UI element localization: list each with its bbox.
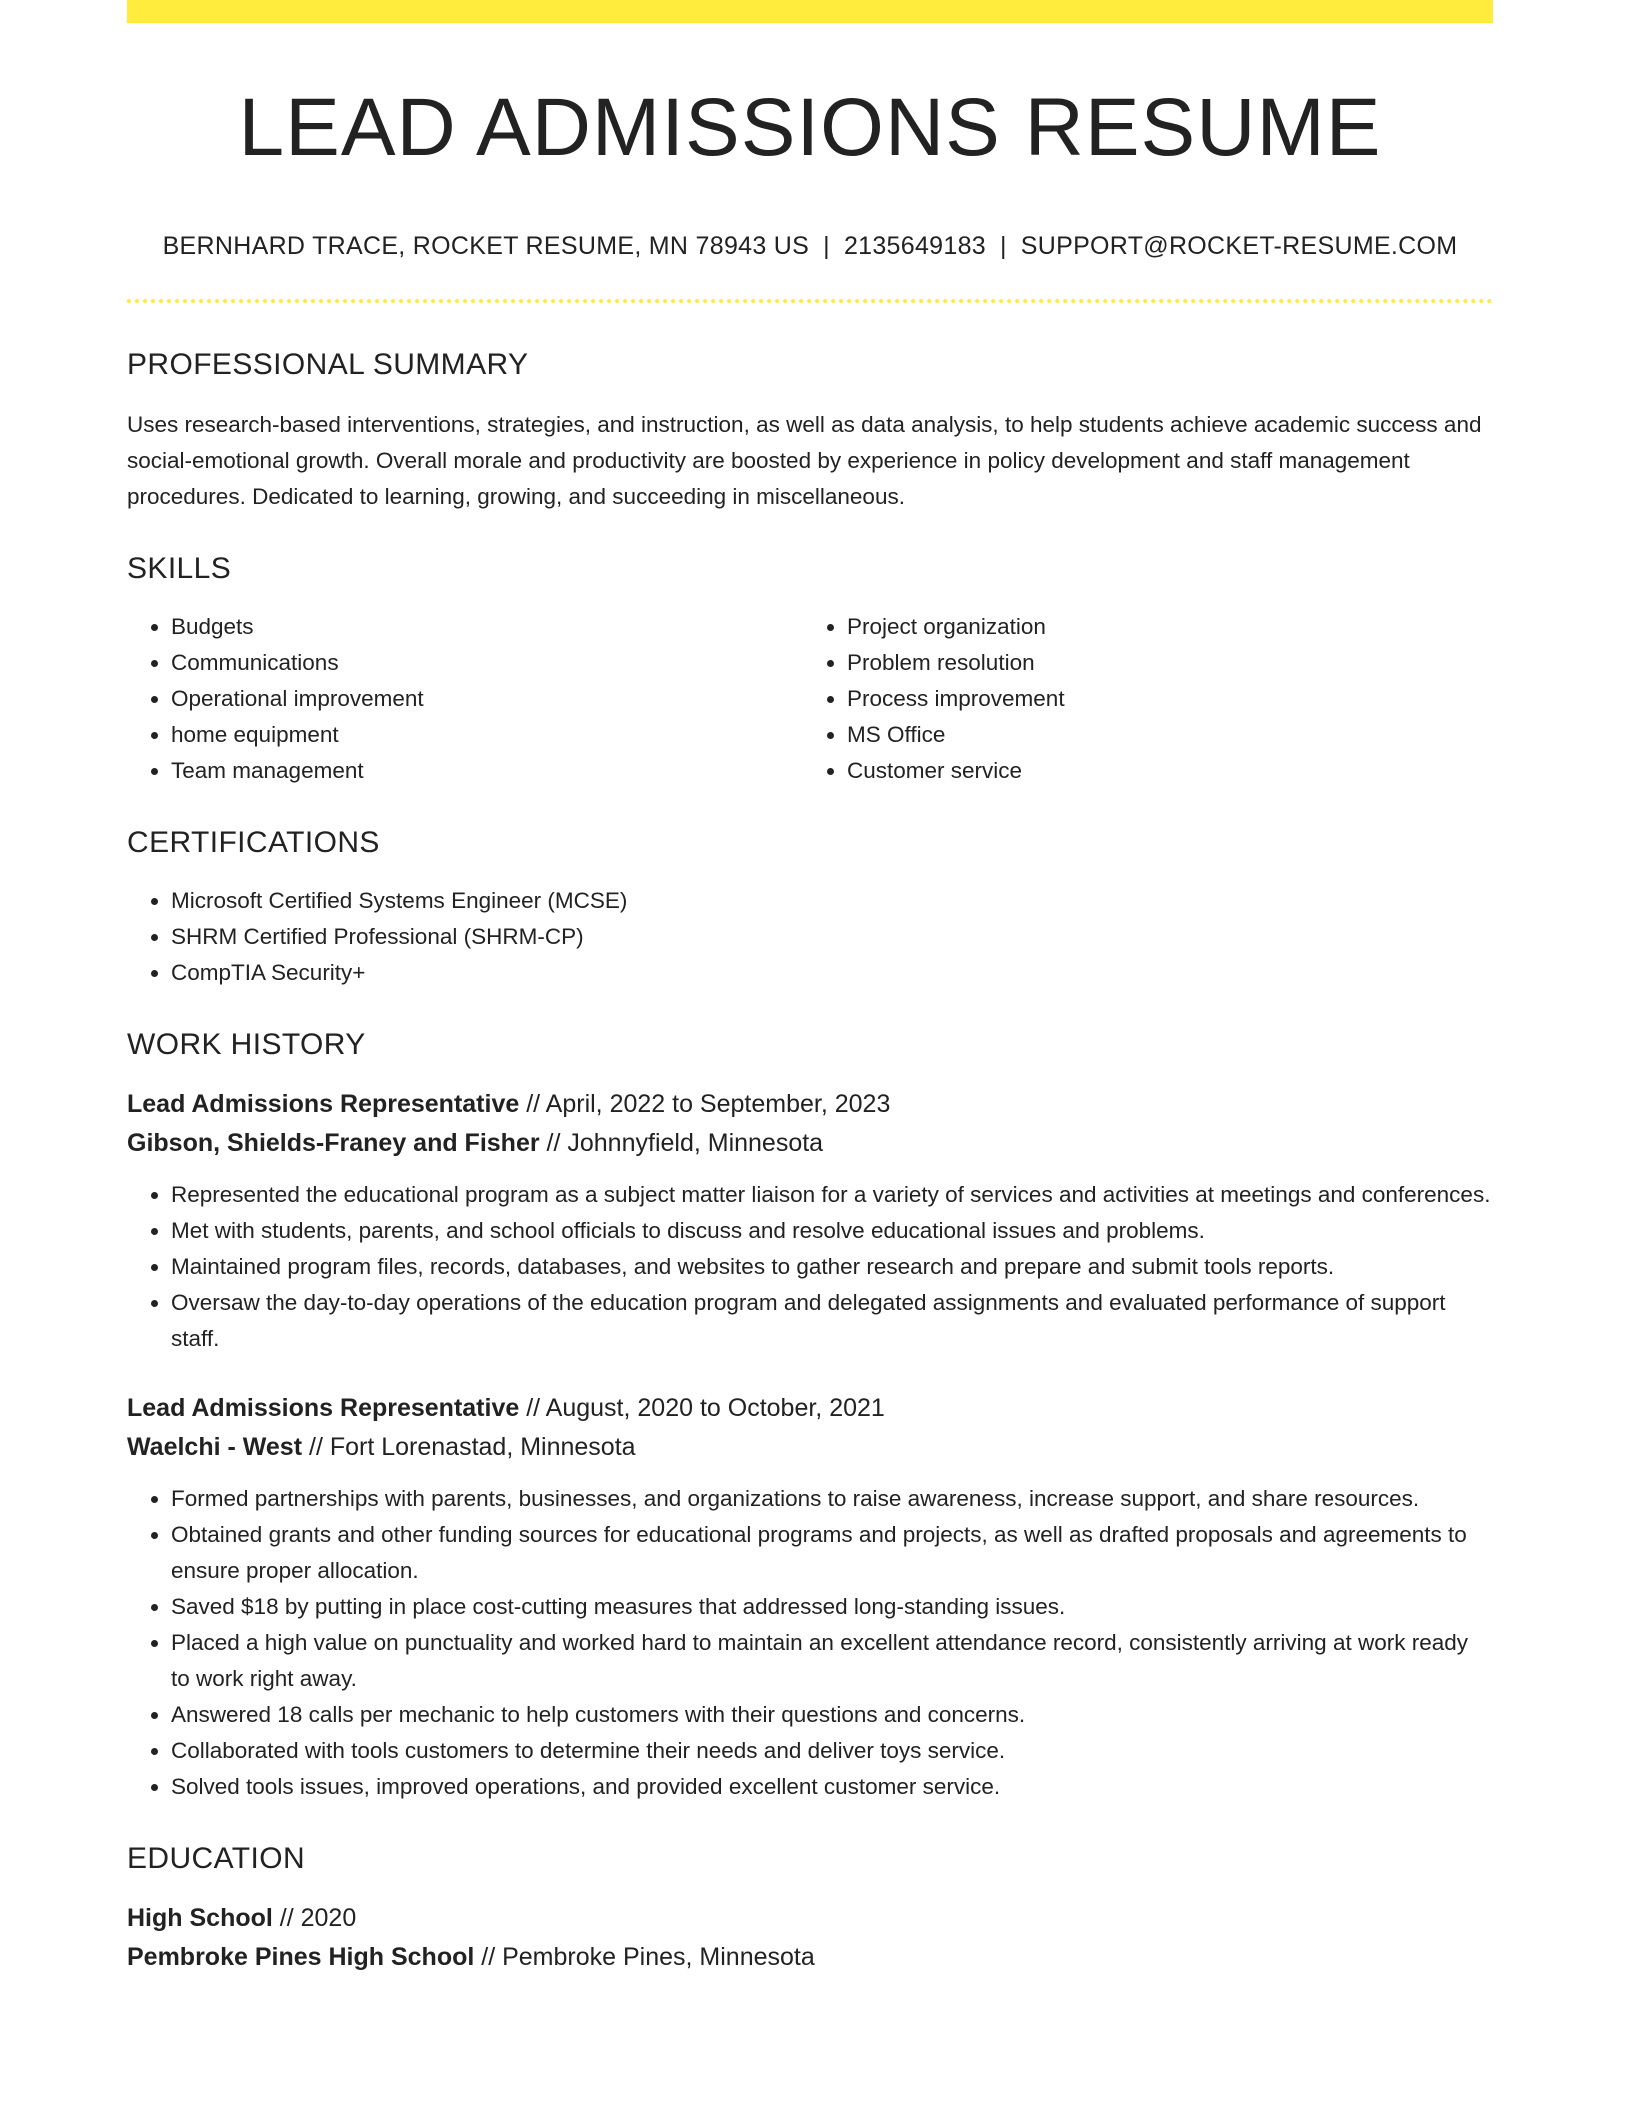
skill-item: • MS Office	[847, 717, 1477, 753]
job-bullet: • Oversaw the day-to-day operations of the education program and delegated assignments and evaluated performance of support staff.	[171, 1285, 1493, 1357]
education-degree-line	[127, 1899, 1493, 1938]
certifications-list	[127, 883, 1493, 991]
job-entry	[127, 1389, 1493, 1805]
certifications-heading: CERTIFICATIONS	[127, 826, 380, 860]
education-year: // 2020	[272, 1904, 357, 1933]
job-role: Lead Admissions Representative	[127, 1394, 520, 1423]
job-bullet: • Collaborated with tools customers to determine their needs and deliver toys service.	[171, 1733, 1493, 1769]
job-bullet: • Solved tools issues, improved operations, and provided excellent customer service.	[171, 1769, 1493, 1805]
education-school: Pembroke Pines High School	[127, 1943, 475, 1972]
job-company-line	[127, 1428, 1493, 1467]
job-bullet: • Met with students, parents, and school officials to discuss and resolve educational issues and problems.	[171, 1213, 1493, 1249]
skill-item: • Process improvement	[847, 681, 1477, 717]
contact-separator: |	[999, 232, 1007, 261]
contact-email: SUPPORT@ROCKET-RESUME.COM	[1020, 232, 1458, 261]
contact-line	[127, 231, 1493, 261]
education-heading: EDUCATION	[127, 1842, 306, 1876]
summary-text: Uses research-based interventions, strategies, and instruction, as well as data analysis, to help students achieve academic success and social-emotional growth. Overall morale and productivity are boosted by experience in policy development and staff management procedures. Dedicated to learning, growing, and succeeding in miscellaneous.	[127, 412, 1482, 510]
skills-heading: SKILLS	[127, 552, 232, 586]
education-entry	[127, 1899, 1493, 1977]
skill-item: • Customer service	[847, 753, 1477, 789]
contact-phone: 2135649183	[843, 232, 986, 261]
job-dates: // August, 2020 to October, 2021	[519, 1394, 885, 1423]
skills-list-right	[801, 609, 1477, 789]
job-role-line	[127, 1085, 1493, 1124]
skill-item: • Team management	[171, 753, 801, 789]
work-history-section	[127, 1027, 1493, 1805]
skill-item: • Problem resolution	[847, 645, 1477, 681]
skill-item: • Budgets	[171, 609, 801, 645]
skill-item: • Communications	[171, 645, 801, 681]
summary-heading: PROFESSIONAL SUMMARY	[127, 348, 529, 382]
skill-item: • Operational improvement	[171, 681, 801, 717]
dotted-divider	[127, 299, 1493, 303]
job-company: Waelchi - West	[127, 1433, 303, 1462]
job-location: // Fort Lorenastad, Minnesota	[302, 1433, 636, 1462]
certification-item: • CompTIA Security+	[171, 955, 1493, 991]
job-location: // Johnnyfield, Minnesota	[539, 1129, 824, 1158]
education-location: // Pembroke Pines, Minnesota	[474, 1943, 815, 1972]
job-bullet: • Represented the educational program as a subject matter liaison for a variety of services and activities at meetings and conferences.	[171, 1177, 1493, 1213]
job-bullets	[127, 1481, 1493, 1805]
contact-address: BERNHARD TRACE, ROCKET RESUME, MN 78943 US	[162, 232, 810, 261]
education-degree: High School	[127, 1904, 273, 1933]
job-bullet: • Saved $18 by putting in place cost-cutting measures that addressed long-standing issues.	[171, 1589, 1493, 1625]
skills-section	[127, 551, 1493, 789]
certification-item: • Microsoft Certified Systems Engineer (MCSE)	[171, 883, 1493, 919]
education-section	[127, 1841, 1493, 1977]
summary-section	[127, 347, 1493, 515]
job-bullet: • Obtained grants and other funding sources for educational programs and projects, as well as drafted proposals and agreements to ensure proper allocation.	[171, 1517, 1493, 1589]
job-bullet: • Maintained program files, records, databases, and websites to gather research and prepare and submit tools reports.	[171, 1249, 1493, 1285]
work-history-heading: WORK HISTORY	[127, 1028, 366, 1062]
contact-separator: |	[823, 232, 830, 261]
certification-item: • SHRM Certified Professional (SHRM-CP)	[171, 919, 1493, 955]
skills-columns	[127, 609, 1493, 789]
job-bullet: • Answered 18 calls per mechanic to help customers with their questions and concerns.	[171, 1697, 1493, 1733]
resume-page	[127, 0, 1493, 1977]
job-role: Lead Admissions Representative	[127, 1090, 520, 1119]
job-bullet: • Formed partnerships with parents, businesses, and organizations to raise awareness, increase support, and share resources.	[171, 1481, 1493, 1517]
resume-title: LEAD ADMISSIONS RESUME	[238, 82, 1382, 173]
education-school-line	[127, 1938, 1493, 1977]
job-company-line	[127, 1124, 1493, 1163]
skill-item: • Project organization	[847, 609, 1477, 645]
job-bullets	[127, 1177, 1493, 1357]
skill-item: • home equipment	[171, 717, 801, 753]
job-bullet: • Placed a high value on punctuality and worked hard to maintain an excellent attendance record, consistently arriving at work ready to work right away.	[171, 1625, 1493, 1697]
skills-list-left	[127, 609, 801, 789]
accent-top-bar	[127, 0, 1493, 23]
job-entry	[127, 1085, 1493, 1357]
certifications-section	[127, 825, 1493, 991]
job-role-line	[127, 1389, 1493, 1428]
job-dates: // April, 2022 to September, 2023	[519, 1090, 891, 1119]
job-company: Gibson, Shields-Franey and Fisher	[127, 1129, 540, 1158]
